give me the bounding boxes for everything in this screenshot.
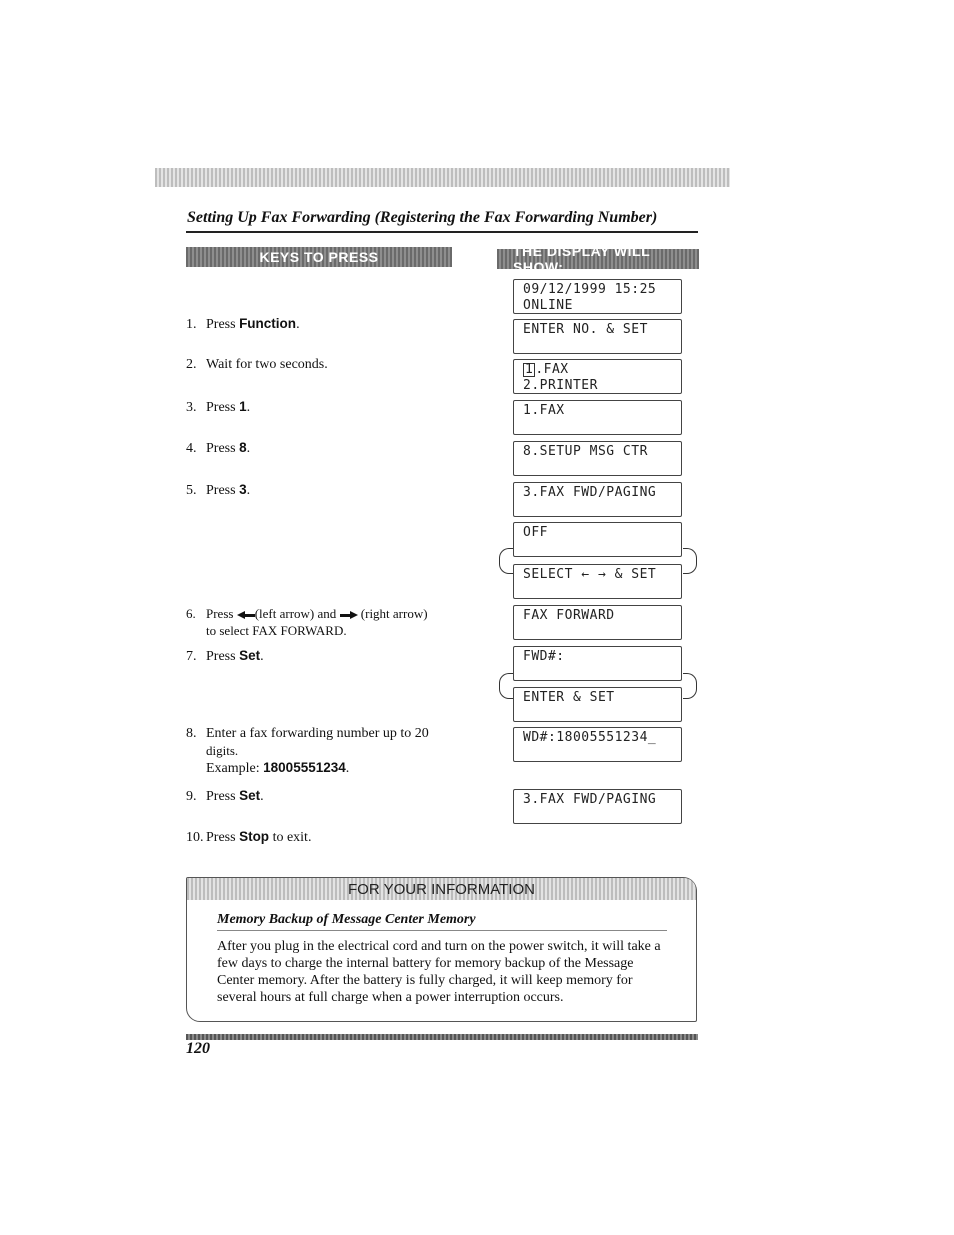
step-9: 9. Press Set. [186, 788, 264, 804]
alternating-display-bracket-right [683, 548, 697, 574]
lcd-display-9: FAX FORWARD [513, 605, 682, 640]
lcd-display-13: 3.FAX FWD/PAGING [513, 789, 682, 824]
key-name: Set [239, 648, 261, 663]
step-number: 10. [186, 830, 204, 845]
display-will-show-banner: THE DISPLAY WILL SHOW: [497, 249, 699, 269]
lcd-display-2: ENTER NO. & SET [513, 319, 682, 354]
step-2: 2. Wait for two seconds. [186, 357, 328, 372]
info-heading: Memory Backup of Message Center Memory [217, 912, 667, 931]
lcd-display-3: 1 .FAX 2.PRINTER [513, 359, 682, 394]
left-arrow-icon [237, 610, 255, 620]
lcd-display-12: WD#:18005551234_ [513, 727, 682, 762]
bottom-rule [186, 1034, 698, 1040]
step-number: 4. [186, 441, 197, 456]
step-number: 3. [186, 400, 197, 415]
example-number: 18005551234 [263, 760, 346, 775]
key-name: 8 [239, 440, 247, 455]
step-number: 2. [186, 357, 197, 372]
top-decorative-bar [155, 168, 730, 187]
step-8: 8. Enter a fax forwarding number up to 20 digits. Example: 18005551234. [186, 726, 429, 776]
lcd-display-7: OFF [513, 522, 682, 557]
step-3: 3. Press 1. [186, 399, 251, 415]
lcd-display-1: 09/12/1999 15:25 ONLINE [513, 279, 682, 314]
step-10: 10. Press Stop to exit. [186, 829, 312, 845]
step-1: 1. Press Function. [186, 316, 300, 332]
step-number: 1. [186, 317, 197, 332]
title-rule [186, 231, 698, 233]
step-number: 9. [186, 789, 197, 804]
info-body: After you plug in the electrical cord and turn on the power switch, it will take a few days to charge the internal battery for memory backup of the Message Center memory. After the battery is fully charged, it will keep memory for several hours at full charge when a power interruption occurs. [217, 939, 661, 1005]
lcd-display-10: FWD#: [513, 646, 682, 681]
right-arrow-icon [340, 610, 358, 620]
step-5: 5. Press 3. [186, 482, 251, 498]
step-4: 4. Press 8. [186, 440, 251, 456]
alternating-display-bracket-left [499, 548, 513, 574]
lcd-display-4: 1.FAX [513, 400, 682, 435]
lcd-display-11: ENTER & SET [513, 687, 682, 722]
step-7: 7. Press Set. [186, 648, 264, 664]
alternating-display-bracket-left [499, 673, 513, 699]
step-6: 6. Press (left arrow) and (right arrow) to select FAX FORWARD. [186, 606, 428, 638]
key-name: 3 [239, 482, 247, 497]
lcd-display-5: 8.SETUP MSG CTR [513, 441, 682, 476]
step-number: 5. [186, 483, 197, 498]
key-name: Set [239, 788, 261, 803]
cursor-box: 1 [525, 362, 534, 377]
keys-to-press-banner: KEYS TO PRESS [186, 247, 452, 267]
info-box [186, 877, 697, 1022]
info-banner: FOR YOUR INFORMATION [187, 878, 696, 900]
step-number: 6. [186, 606, 196, 621]
step-number: 7. [186, 649, 197, 664]
step-number: 8. [186, 726, 197, 741]
lcd-display-6: 3.FAX FWD/PAGING [513, 482, 682, 517]
page-number: 120 [186, 1040, 210, 1057]
key-name: Function [239, 316, 297, 331]
lcd-display-8: SELECT ← → & SET [513, 564, 682, 599]
key-name: Stop [239, 829, 270, 844]
section-title: Setting Up Fax Forwarding (Registering the Fax Forwarding Number) [187, 209, 658, 226]
alternating-display-bracket-right [683, 673, 697, 699]
key-name: 1 [239, 399, 247, 414]
